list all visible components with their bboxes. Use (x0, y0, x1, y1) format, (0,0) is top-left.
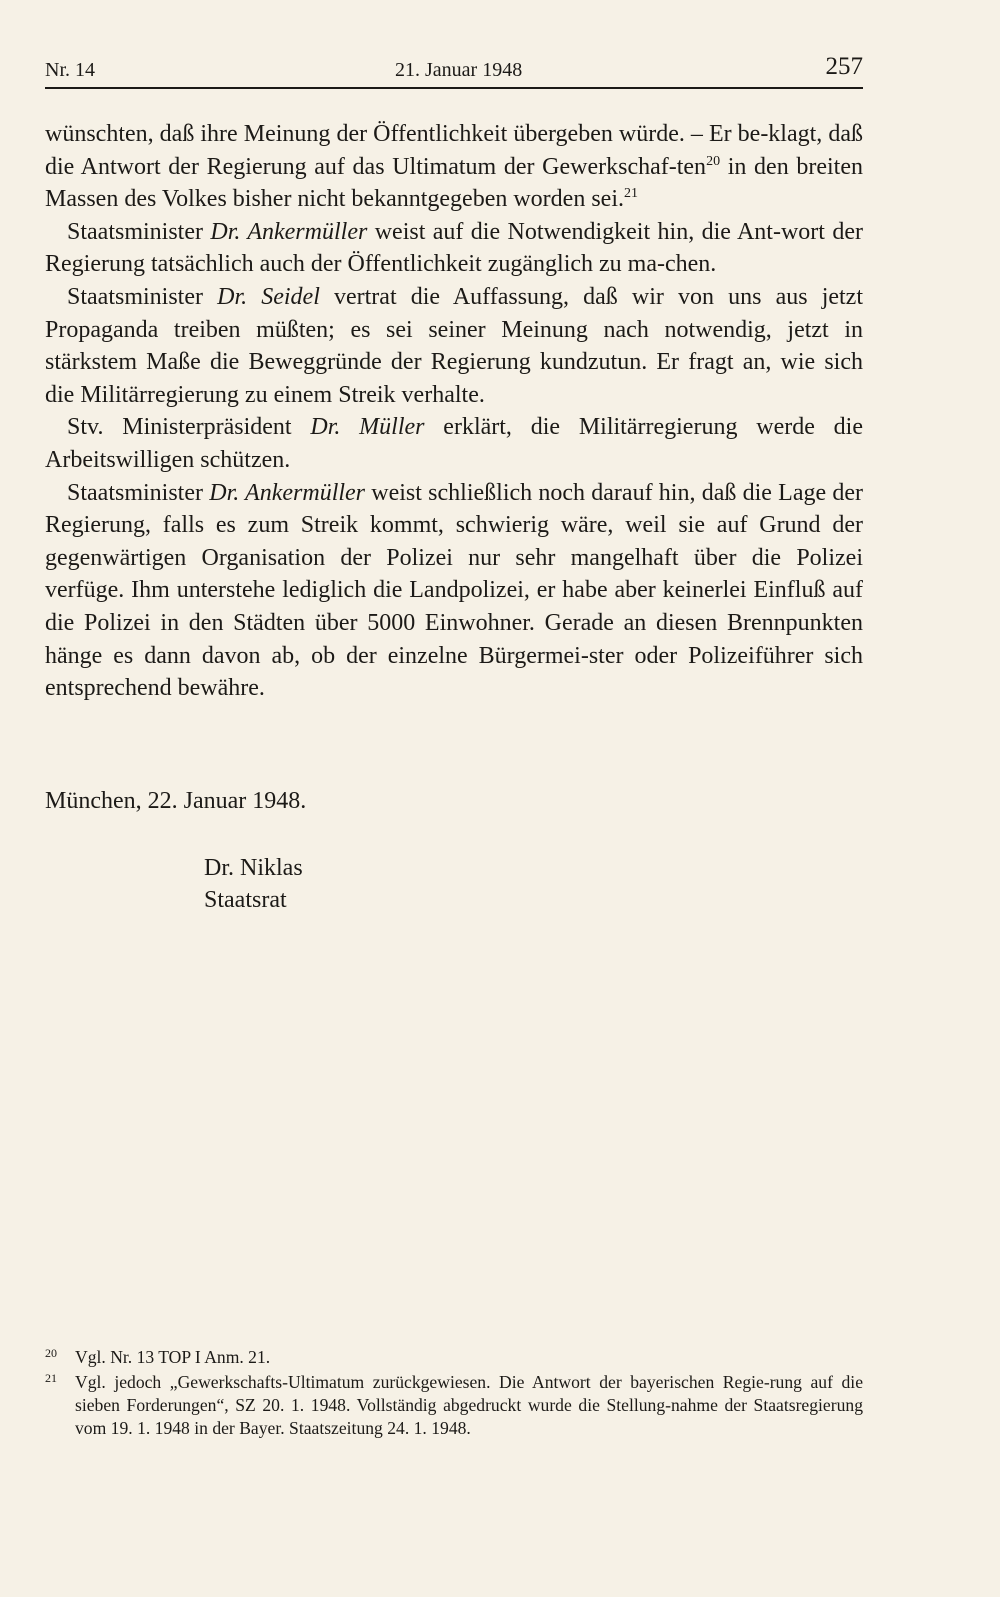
paragraph-text: wünschten, daß ihre Meinung der Öffentlichkeit übergeben würde. – Er be-klagt, daß die Antwort der Regierung auf das Ultimatum der Gewerkschaf-ten (45, 121, 863, 180)
footnote-ref-20: 20 (706, 153, 721, 169)
footnote-text: Vgl. Nr. 13 TOP I Anm. 21. (75, 1347, 271, 1367)
footnote-20 (45, 1346, 863, 1369)
paragraph-1 (45, 118, 863, 216)
footnote-number: 21 (45, 1371, 57, 1385)
paragraph-4 (45, 411, 863, 476)
signer-name: Dr. Niklas (204, 855, 303, 881)
paragraph-text: weist auf die Notwendigkeit hin, die Ant-wort der Regierung tatsächlich auch der Öffentlichkeit zugänglich zu ma-chen. (45, 218, 863, 278)
paragraph-3 (45, 281, 863, 411)
footnote-text: Vgl. jedoch „Gewerkschafts-Ultimatum zurückgewiesen. Die Antwort der bayerischen Regie-rung auf die sieben Forderungen“, SZ 20. 1. 1948. Vollständig abgedruckt wurde die Stellung-nahme der Staatsregierung vom 19. 1. 1948 in der Bayer. Staatszeitung 24. 1. 1948. (75, 1372, 863, 1438)
paragraph-text: Staatsminister (67, 283, 218, 310)
paragraph-text: Staatsminister (67, 218, 211, 245)
paragraph-5 (45, 477, 863, 705)
footnotes (45, 1346, 863, 1442)
document-number: Nr. 14 (45, 59, 95, 81)
paragraph-text: weist schließlich noch darauf hin, daß die Lage der Regierung, falls es zum Streik kommt, schwierig wäre, weil sie auf Grund der gegenwärtigen Organisation der Polizei nur sehr mangelhaft über die Polizei verfüge. Ihm unterstehe lediglich die Landpolizei, er habe aber keinerlei Einfluß auf die Polizei in den Städten über 5000 Einwohner. Gerade an diesen Brennpunkten hänge es dann davon ab, ob der einzelne Bürgermei-ster oder Polizeiführer sich entsprechend bewähre. (45, 479, 864, 702)
paragraph-text: Staatsminister (67, 479, 210, 506)
header-date: 21. Januar 1948 (395, 59, 523, 81)
footnote-ref-21: 21 (624, 186, 638, 202)
speaker-name: Dr. Seidel (217, 283, 320, 310)
paragraph-text: vertrat die Auffassung, daß wir von uns aus jetzt Propaganda treiben müßten; es sei seiner Meinung nach notwendig, jetzt in stärkstem Maße die Beweggründe der Regierung kundzutun. Er fragt an, wie sich die Militärregierung zu einem Streik verhalte. (45, 283, 864, 408)
paragraph-text: erklärt, die Militärregierung werde die Arbeitswilligen schützen. (45, 414, 863, 473)
place-date: München, 22. Januar 1948. (45, 788, 307, 814)
signature-block (204, 852, 303, 916)
speaker-name: Dr. Müller (310, 414, 425, 441)
main-text (45, 118, 863, 705)
paragraph-2 (45, 216, 863, 281)
footnote-number: 20 (45, 1346, 57, 1360)
speaker-name: Dr. Ankermüller (210, 218, 368, 245)
page-number: 257 (825, 53, 863, 80)
signer-title: Staatsrat (204, 887, 287, 913)
speaker-name: Dr. Ankermüller (209, 479, 366, 506)
paragraph-text: in den breiten Massen des Volkes bisher nicht bekanntgegeben worden sei. (45, 153, 863, 213)
paragraph-text: Stv. Ministerpräsident (67, 414, 311, 441)
running-header (45, 53, 863, 89)
footnote-21 (45, 1371, 863, 1440)
